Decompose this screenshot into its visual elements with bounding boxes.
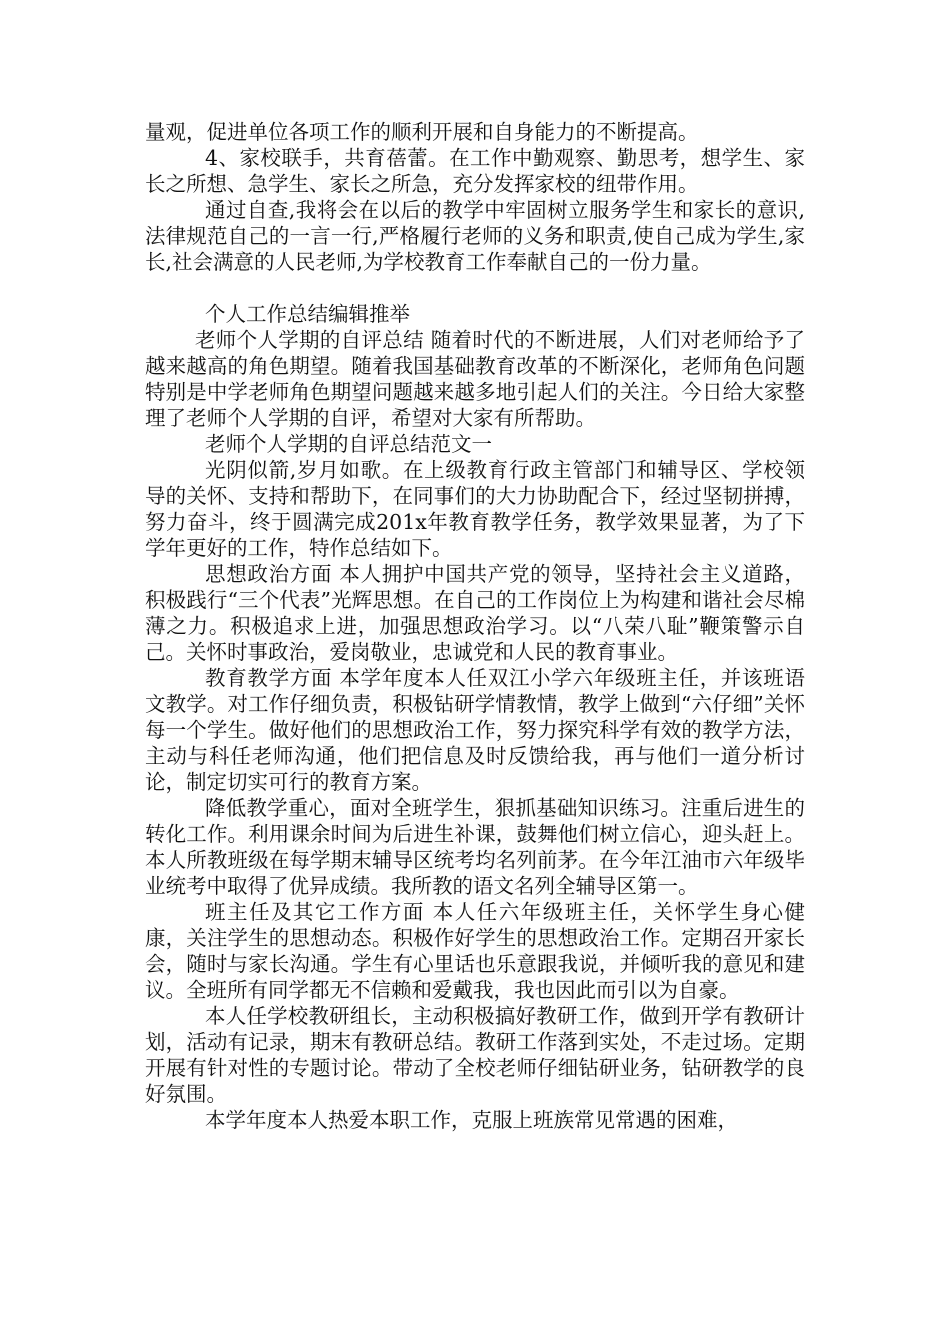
paragraph-research: 本人任学校教研组长，主动积极搞好教研工作，做到开学有教研计划，活动有记录，期末有教研总结。教研工作落到实处，不走过场。定期开展有针对性的专题讨论。带动了全校老师仔细钻研业务，钻研教学的良好氛围。 [145,1004,805,1106]
paragraph-closing: 本学年度本人热爱本职工作，克服上班族常见常遇的困难， [205,1108,738,1132]
blank-line [145,275,805,301]
paragraph-self-check: 通过自查,我将会在以后的教学中牢固树立服务学生和家长的意识,法律规范自己的一言一行,严格履行老师的义务和职责,使自己成为学生,家长,社会满意的人民老师,为学校教育工作奉献自己的一份力量。 [145,198,805,274]
paragraph-opening: 光阴似箭,岁月如歌。在上级教育行政主管部门和辅导区、学校领导的关怀、支持和帮助下，在同事们的大力协助配合下，经过坚韧拼搏，努力奋斗，终于圆满完成201x年教育教学任务，教学效果显著，为了下学年更好的工作，特作总结如下。 [145,458,805,560]
paragraph-basics: 降低教学重心，面对全班学生，狠抓基础知识练习。注重后进生的转化工作。利用课余时间为后进生补课，鼓舞他们树立信心，迎头赶上。本人所教班级在每学期末辅导区统考均名列前茅。在今年江油市六年级毕业统考中取得了优异成绩。我所教的语文名列全辅导区第一。 [145,796,805,898]
document-body [145,119,805,1133]
paragraph-intro: 老师个人学期的自评总结 随着时代的不断进展，人们对老师给予了越来越高的角色期望。随着我国基础教育改革的不断深化，老师角色问题特别是中学老师角色期望问题越来越多地引起人们的关注。今日给大家整理了老师个人学期的自评，希望对大家有所帮助。 [145,328,805,430]
paragraph-teaching: 教育教学方面 本学年度本人任双江小学六年级班主任，并该班语文教学。对工作仔细负责，积极钻研学情教情，教学上做到“六仔细”关怀每一个学生。做好他们的思想政治工作，努力探究科学有效的教学方法，主动与科任老师沟通，他们把信息及时反馈给我，再与他们一道分析讨论，制定切实可行的教育方案。 [145,666,805,794]
paragraph-class-teacher: 班主任及其它工作方面 本人任六年级班主任，关怀学生身心健康，关注学生的思想动态。积极作好学生的思想政治工作。定期召开家长会，随时与家长沟通。学生有心里话也乐意跟我说，并倾听我的意见和建议。全班所有同学都无不信赖和爱戴我，我也因此而引以为自豪。 [145,900,805,1002]
paragraph-political: 思想政治方面 本人拥护中国共产党的领导，坚持社会主义道路，积极践行“三个代表”光辉思想。在自己的工作岗位上为构建和谐社会尽棉薄之力。积极追求上进，加强思想政治学习。以“八荣八耻”鞭策警示自己。关怀时事政治，爱岗敬业，忠诚党和人民的教育事业。 [145,562,805,664]
paragraph-continuation: 量观，促进单位各项工作的顺利开展和自身能力的不断提高。 [145,120,699,144]
paragraph-home-school: 4、家校联手，共育蓓蕾。在工作中勤观察、勤思考，想学生、家长之所想、急学生、家长之所急，充分发挥家校的纽带作用。 [145,146,805,196]
section-heading: 个人工作总结编辑推举 [205,302,410,326]
section-subheading: 老师个人学期的自评总结范文一 [205,432,492,456]
